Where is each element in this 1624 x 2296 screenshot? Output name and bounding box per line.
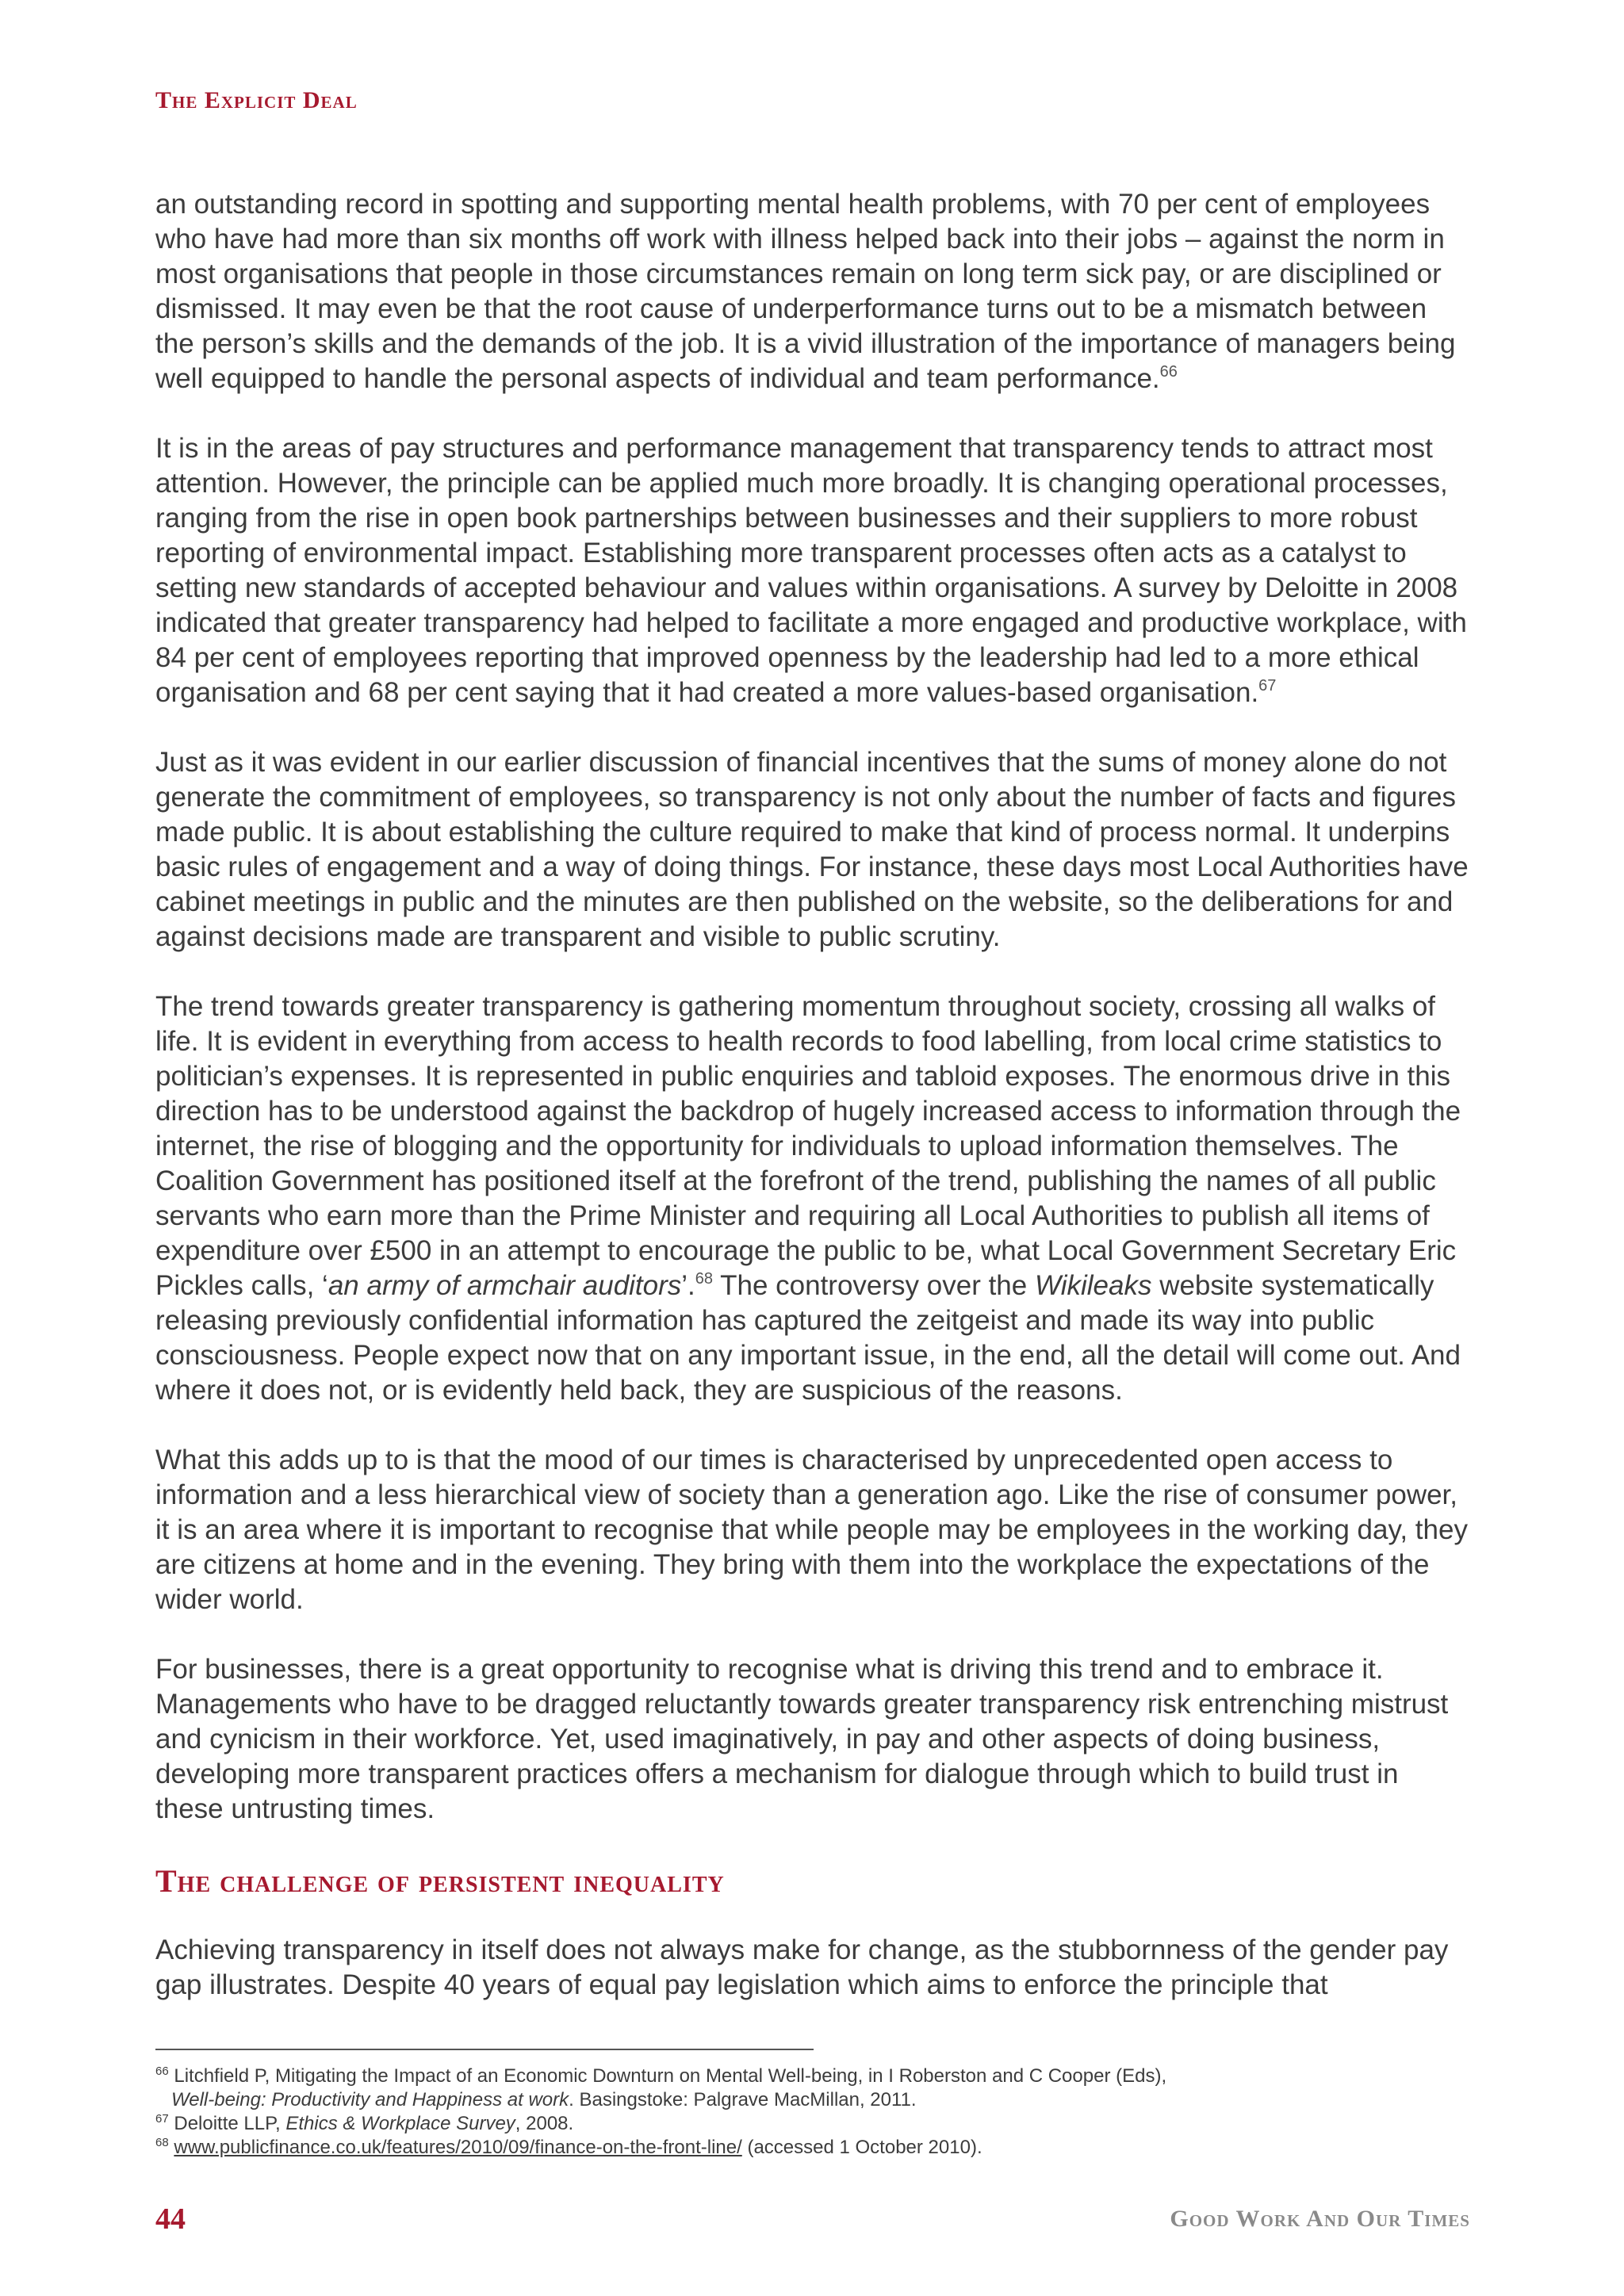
- body-text: [155, 187, 1472, 2038]
- paragraph-6: For businesses, there is a great opportunity to recognise what is driving this trend and to embrace it. Managements who have to be dragged reluctantly towards greater transparency risk entrenching mistrust and cynicism in their workforce. Yet, used imaginatively, in pay and other aspects of doing business, developing more transparent practices offers a mechanism for dialogue through which to build trust in these untrusting times.: [155, 1654, 1449, 1824]
- running-header: The Explicit Deal: [155, 87, 358, 113]
- wikileaks-italic: Wikileaks: [1034, 1270, 1152, 1301]
- footnote-ref-68[interactable]: 68: [695, 1270, 714, 1288]
- running-footer: Good Work And Our Times: [1170, 2206, 1470, 2232]
- quote-armchair-auditors: an army of armchair auditors: [327, 1270, 682, 1301]
- paragraph-4: The trend towards greater transparency is gathering momentum throughout society, crossing all walks of life. It is evident in everything from access to health records to food labelling, from local crime statistics to politician’s expenses. It is represented in public enquiries and tabloid exposes. The enormous drive in this direction has to be understood against the backdrop of hugely increased access to information through the internet, the rise of blogging and the opportunity for individuals to upload information themselves. The Coalition Government has positioned itself at the forefront of the trend, publishing the names of all public servants who earn more than the Prime Minister and requiring all Local Authorities to publish all items of expenditure over £500 in an attempt to encourage the public to be, what Local Government Secretary Eric Pickles calls, ‘an army of armchair auditors’.$^{68}$ The controversy over the Wikileaks website systematically releasing previously confidential information has captured the zeitgeist and made its way into public consciousness. People expect now that on any important issue, in the end, all the detail will come out. And where it does not, or is evidently held back, they are suspicious of the reasons.: [155, 991, 1461, 1406]
- footnote-66-continued: Well-being: Productivity and Happiness at work. Basingstoke: Palgrave MacMillan, 2011.: [171, 2089, 917, 2110]
- footnote-68: $^{68}$ www.publicfinance.co.uk/features/2010/09/finance-on-the-front-line/ (accessed 1 October 2010).: [155, 2136, 982, 2158]
- footnotes: [155, 2064, 1472, 2160]
- paragraph-3: Just as it was evident in our earlier discussion of financial incentives that the sums of money alone do not generate the commitment of employees, so transparency is not only about the number of facts and figures made public. It is about establishing the culture required to make that kind of process normal. It underpins basic rules of engagement and a way of doing things. For instance, these days most Local Authorities have cabinet meetings in public and the minutes are then published on the website, so the deliberations for and against decisions made are transparent and visible to public scrutiny.: [155, 747, 1469, 952]
- paragraph-1: an outstanding record in spotting and supporting mental health problems, with 70 per cent of employees who have had more than six months off work with illness helped back into their jobs – against the norm in most organisations that people in those circumstances remain on long term sick pay, or are disciplined or dismissed. It may even be that the root cause of underperformance turns out to be a mismatch between the person’s skills and the demands of the job. It is a vivid illustration of the importance of managers being well equipped to handle the personal aspects of individual and team performance.$^{66}$: [155, 189, 1456, 394]
- footnote-68-link[interactable]: www.publicfinance.co.uk/features/2010/09/finance-on-the-front-line/: [174, 2137, 742, 2158]
- paragraph-5: What this adds up to is that the mood of our times is characterised by unprecedented open access to information and a less hierarchical view of society than a generation ago. Like the rise of consumer power, it is an area where it is important to recognise that while people may be employees in the working day, they are citizens at home and in the evening. They bring with them into the workplace the expectations of the wider world.: [155, 1445, 1468, 1615]
- footnote-66: $^{66}$ Litchfield P, Mitigating the Impact of an Economic Downturn on Mental Well-being, in I Roberston and C Cooper (Eds),: [155, 2064, 1167, 2087]
- footnote-divider: [155, 2049, 814, 2050]
- paragraph-2: It is in the areas of pay structures and performance management that transparency tends to attract most attention. However, the principle can be applied much more broadly. It is changing operational processes, ranging from the rise in open book partnerships between businesses and their suppliers to more robust reporting of environmental impact. Establishing more transparent processes often acts as a catalyst to setting new standards of accepted behaviour and values within organisations. A survey by Deloitte in 2008 indicated that greater transparency had helped to facilitate a more engaged and productive workplace, with 84 per cent of employees reporting that improved openness by the leadership had led to a more ethical organisation and 68 per cent saying that it had created a more values-based organisation.$^{67}$: [155, 433, 1467, 708]
- footnote-67: $^{67}$ Deloitte LLP, Ethics & Workplace Survey, 2008.: [155, 2112, 574, 2134]
- footnote-ref-66[interactable]: 66: [1159, 363, 1178, 381]
- footnote-ref-67[interactable]: 67: [1258, 677, 1277, 695]
- page-number: 44: [155, 2202, 186, 2236]
- paragraph-7: Achieving transparency in itself does not always make for change, as the stubbornness of the gender pay gap illustrates. Despite 40 years of equal pay legislation which aims to enforce the principle that: [155, 1934, 1449, 2000]
- section-heading: The challenge of persistent inequality: [155, 1863, 725, 1899]
